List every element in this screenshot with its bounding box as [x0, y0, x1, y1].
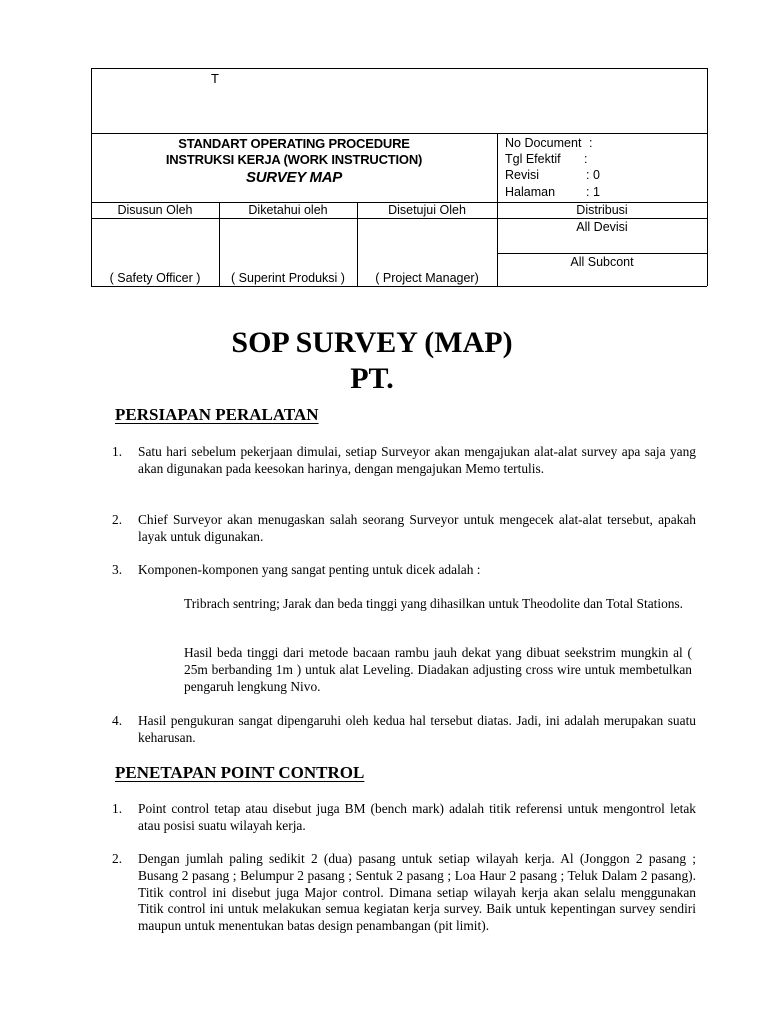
- signer-safety-officer: ( Safety Officer ): [109, 271, 201, 285]
- company-name: PT.: [350, 362, 394, 395]
- column-disusun-oleh: Disusun Oleh: [117, 203, 193, 217]
- meta-halaman-label: Halaman: [505, 185, 556, 199]
- section-heading-penetapan-point-control: PENETAPAN POINT CONTROL: [115, 763, 365, 782]
- sop-title-line3: SURVEY MAP: [246, 169, 342, 186]
- signer-superint-produksi: ( Superint Produksi ): [231, 271, 345, 285]
- sub-item: Tribrach sentring; Jarak dan beda tinggi yang dihasilkan untuk Theodolite dan Total Stations.: [184, 596, 684, 611]
- distribution-all-devisi: All Devisi: [576, 220, 628, 234]
- column-distribusi: Distribusi: [576, 203, 628, 217]
- meta-no-document-label: No Document: [505, 136, 582, 150]
- list-item: 1. Point control tetap atau disebut juga BM (bench mark) adalah titik referensi untuk mengontrol letak atau posisi suatu wilayah kerja.: [112, 801, 696, 833]
- column-diketahui-oleh: Diketahui oleh: [248, 203, 328, 217]
- document-title: SOP SURVEY (MAP): [231, 326, 513, 359]
- meta-revisi-label: Revisi: [505, 168, 540, 182]
- meta-tgl-efektif-value: :: [584, 152, 588, 166]
- list-item: 4. Hasil pengukuran sangat dipengaruhi oleh kedua hal tersebut diatas. Jadi, ini adalah merupakan suatu keharusan.: [112, 713, 696, 745]
- list-item: 2. Chief Surveyor akan menugaskan salah seorang Surveyor untuk mengecek alat-alat tersebut, apakah layak untuk digunakan.: [112, 512, 696, 544]
- sub-item: Hasil beda tinggi dari metode bacaan rambu jauh dekat yang dibuat seekstrim mungkin al ( 25m berbanding 1m ) untuk alat Leveling. Diadakan adjusting cross wire untuk membetulkan pengaruh lengkung Nivo.: [184, 645, 692, 694]
- document-header-table: [0, 0, 768, 300]
- meta-no-document-value: :: [589, 136, 593, 150]
- column-disetujui-oleh: Disetujui Oleh: [388, 203, 466, 217]
- list-item: 3. Komponen-komponen yang sangat penting untuk dicek adalah :: [112, 562, 481, 577]
- list-item: 2. Dengan jumlah paling sedikit 2 (dua) pasang untuk setiap wilayah kerja. Al (Jonggon 2 pasang ; Busang 2 pasang ; Belumpur 2 pasang ; Sentuk 2 pasang ; Loa Haur 2 pasang ; Teluk Dalam 2 pasang). Titik control ini disebut juga Major control. Dimana setiap wilayah kerja akan selalu menggunakan Titik control ini untuk melakukan semua kegiatan kerja survey. Baik untuk kepentingan survey sendiri maupun untuk menentukan batas design penambangan (pit limit).: [112, 851, 696, 934]
- sop-title-line2: INSTRUKSI KERJA (WORK INSTRUCTION): [165, 152, 423, 167]
- meta-tgl-efektif-label: Tgl Efektif: [505, 152, 561, 166]
- distribution-all-subcont: All Subcont: [570, 255, 634, 269]
- sop-title-line1: STANDART OPERATING PROCEDURE: [178, 136, 410, 151]
- list-item: 1. Satu hari sebelum pekerjaan dimulai, setiap Surveyor akan mengajukan alat-alat survey apa saja yang akan digunakan pada keesokan harinya, dengan mengajukan Memo tertulis.: [112, 444, 696, 476]
- section-heading-persiapan-peralatan: PERSIAPAN PERALATAN: [115, 405, 319, 424]
- meta-halaman-value: : 1: [586, 185, 600, 199]
- company-logo-placeholder: T: [211, 71, 219, 86]
- meta-revisi-value: : 0: [586, 168, 600, 182]
- signer-project-manager: ( Project Manager): [375, 271, 479, 285]
